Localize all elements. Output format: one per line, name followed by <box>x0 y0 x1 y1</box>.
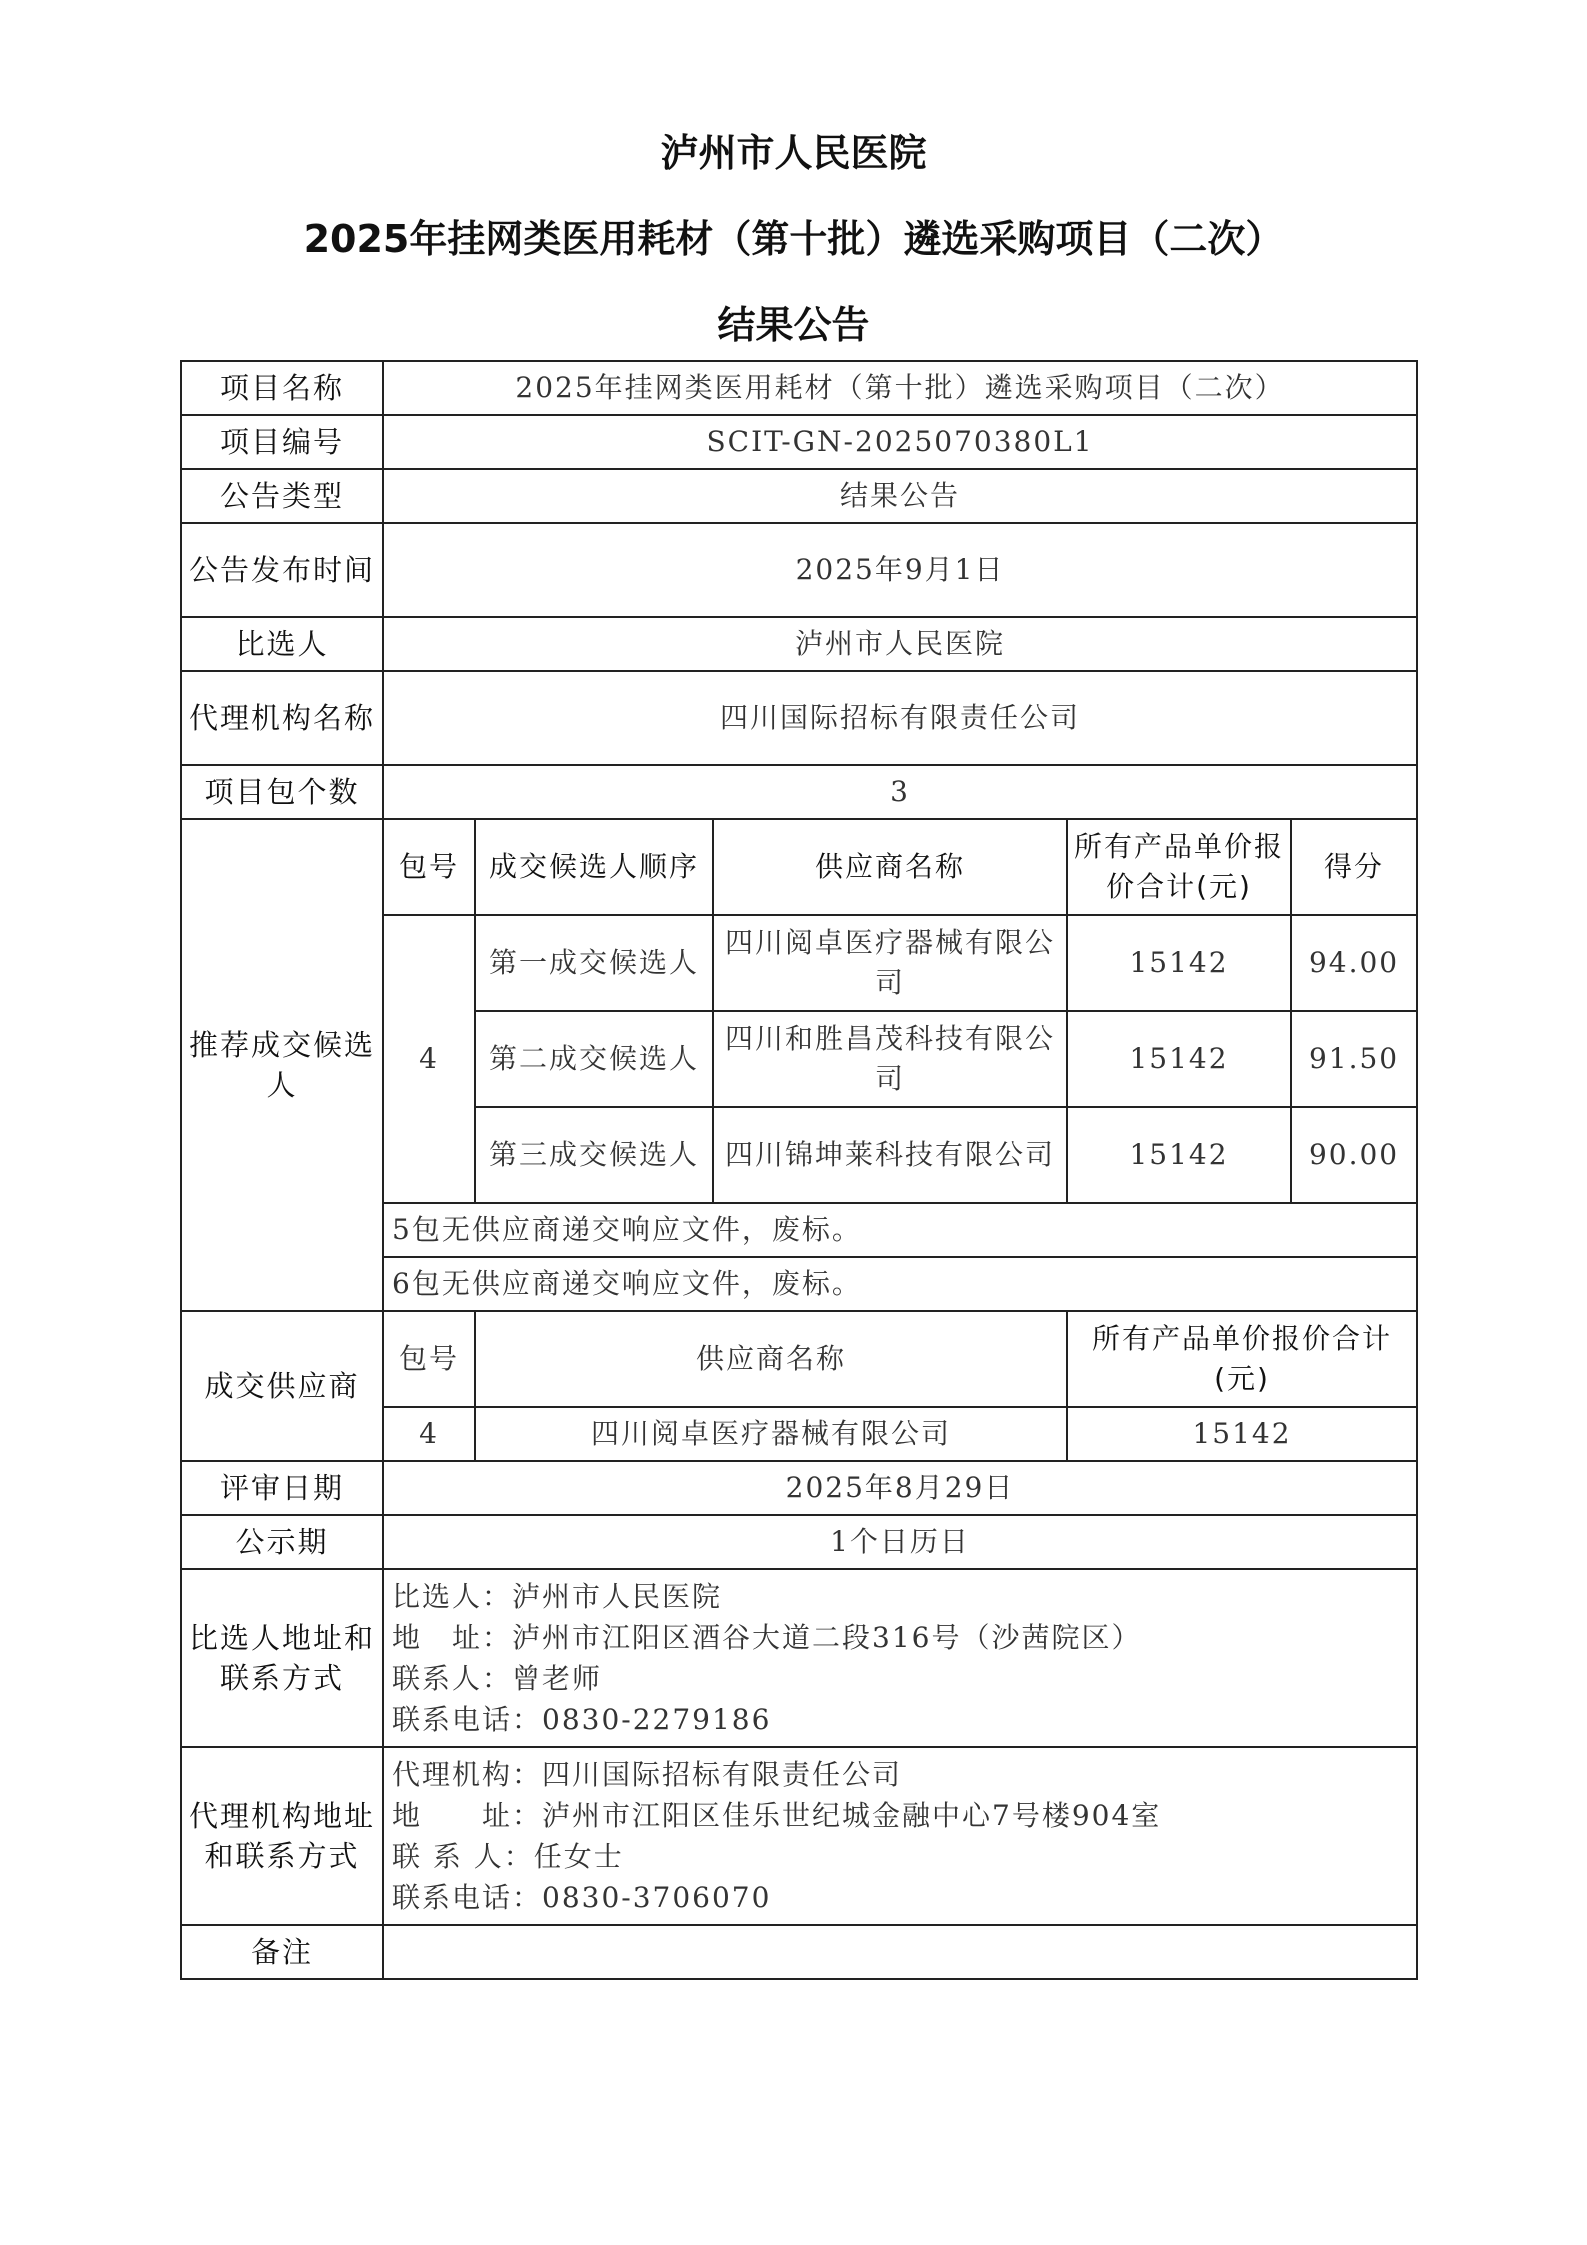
table-row <box>181 617 1417 671</box>
contact-line: 联系电话：0830-2279186 <box>392 1703 772 1736</box>
agency-contact-block <box>383 1747 1417 1925</box>
publish-time-value: 2025年9月1日 <box>383 523 1417 617</box>
winner-label: 成交供应商 <box>181 1311 383 1461</box>
candidate-order: 第二成交候选人 <box>475 1011 713 1107</box>
project-no-value: SCIT-GN-2025070380L1 <box>383 415 1417 469</box>
candidate-note: 5包无供应商递交响应文件，废标。 <box>383 1203 1417 1257</box>
project-no-label: 项目编号 <box>181 415 383 469</box>
table-row <box>181 1747 1417 1925</box>
col-header-price: 所有产品单价报价合计(元) <box>1067 819 1291 915</box>
notice-type-label: 公告类型 <box>181 469 383 523</box>
candidate-supplier: 四川和胜昌茂科技有限公司 <box>713 1011 1067 1107</box>
candidate-price: 15142 <box>1067 915 1291 1011</box>
remarks-label: 备注 <box>181 1925 383 1979</box>
publicity-value: 1个日历日 <box>383 1515 1417 1569</box>
selector-contact-block <box>383 1569 1417 1747</box>
table-row <box>181 523 1417 617</box>
agency-value: 四川国际招标有限责任公司 <box>383 671 1417 765</box>
publicity-label: 公示期 <box>181 1515 383 1569</box>
review-date-value: 2025年8月29日 <box>383 1461 1417 1515</box>
table-row <box>181 1311 1417 1407</box>
agency-contact-label: 代理机构地址和联系方式 <box>181 1747 383 1925</box>
col-header-score: 得分 <box>1291 819 1417 915</box>
announcement-table <box>180 360 1418 1980</box>
review-date-label: 评审日期 <box>181 1461 383 1515</box>
candidate-score: 90.00 <box>1291 1107 1417 1203</box>
project-name-value: 2025年挂网类医用耗材（第十批）遴选采购项目（二次） <box>383 361 1417 415</box>
table-row <box>181 415 1417 469</box>
winner-header-price: 所有产品单价报价合计(元) <box>1067 1311 1417 1407</box>
candidate-note: 6包无供应商递交响应文件，废标。 <box>383 1257 1417 1311</box>
selector-contact-label: 比选人地址和联系方式 <box>181 1569 383 1747</box>
contact-line: 代理机构：四川国际招标有限责任公司 <box>392 1758 903 1791</box>
winner-supplier: 四川阅卓医疗器械有限公司 <box>475 1407 1067 1461</box>
publish-time-label: 公告发布时间 <box>181 523 383 617</box>
contact-line: 联系电话：0830-3706070 <box>392 1881 772 1914</box>
table-row <box>181 469 1417 523</box>
project-name-label: 项目名称 <box>181 361 383 415</box>
candidate-order: 第三成交候选人 <box>475 1107 713 1203</box>
package-count-value: 3 <box>383 765 1417 819</box>
candidate-package: 4 <box>383 915 475 1203</box>
package-count-label: 项目包个数 <box>181 765 383 819</box>
selector-label: 比选人 <box>181 617 383 671</box>
candidate-order: 第一成交候选人 <box>475 915 713 1011</box>
notice-type-value: 结果公告 <box>383 469 1417 523</box>
contact-line: 地 址：泸州市江阳区酒谷大道二段316号（沙茜院区） <box>392 1621 1142 1654</box>
candidate-supplier: 四川锦坤莱科技有限公司 <box>713 1107 1067 1203</box>
winner-package: 4 <box>383 1407 475 1461</box>
contact-line: 联系人：曾老师 <box>392 1662 603 1695</box>
table-row <box>181 1925 1417 1979</box>
col-header-supplier: 供应商名称 <box>713 819 1067 915</box>
col-header-order: 成交候选人顺序 <box>475 819 713 915</box>
page-title: 泸州市人民医院 <box>660 131 927 175</box>
table-row <box>181 1569 1417 1747</box>
winner-header-supplier: 供应商名称 <box>475 1311 1067 1407</box>
page-subtitle: 2025年挂网类医用耗材（第十批）遴选采购项目（二次） <box>303 217 1284 261</box>
winner-price: 15142 <box>1067 1407 1417 1461</box>
table-row <box>181 361 1417 415</box>
contact-line: 比选人：泸州市人民医院 <box>392 1580 723 1613</box>
remarks-value <box>383 1925 1417 1979</box>
candidate-price: 15142 <box>1067 1107 1291 1203</box>
table-row <box>181 765 1417 819</box>
selector-value: 泸州市人民医院 <box>383 617 1417 671</box>
table-row <box>181 819 1417 915</box>
notice-heading: 结果公告 <box>717 303 870 347</box>
table-row <box>181 1461 1417 1515</box>
contact-line: 联 系 人：任女士 <box>392 1840 624 1873</box>
agency-label: 代理机构名称 <box>181 671 383 765</box>
col-header-package: 包号 <box>383 819 475 915</box>
candidate-supplier: 四川阅卓医疗器械有限公司 <box>713 915 1067 1011</box>
candidate-score: 91.50 <box>1291 1011 1417 1107</box>
candidate-score: 94.00 <box>1291 915 1417 1011</box>
table-row <box>181 1515 1417 1569</box>
winner-header-package: 包号 <box>383 1311 475 1407</box>
contact-line: 地 址：泸州市江阳区佳乐世纪城金融中心7号楼904室 <box>392 1799 1162 1832</box>
candidate-price: 15142 <box>1067 1011 1291 1107</box>
table-row <box>181 671 1417 765</box>
candidates-label: 推荐成交候选人 <box>181 819 383 1311</box>
